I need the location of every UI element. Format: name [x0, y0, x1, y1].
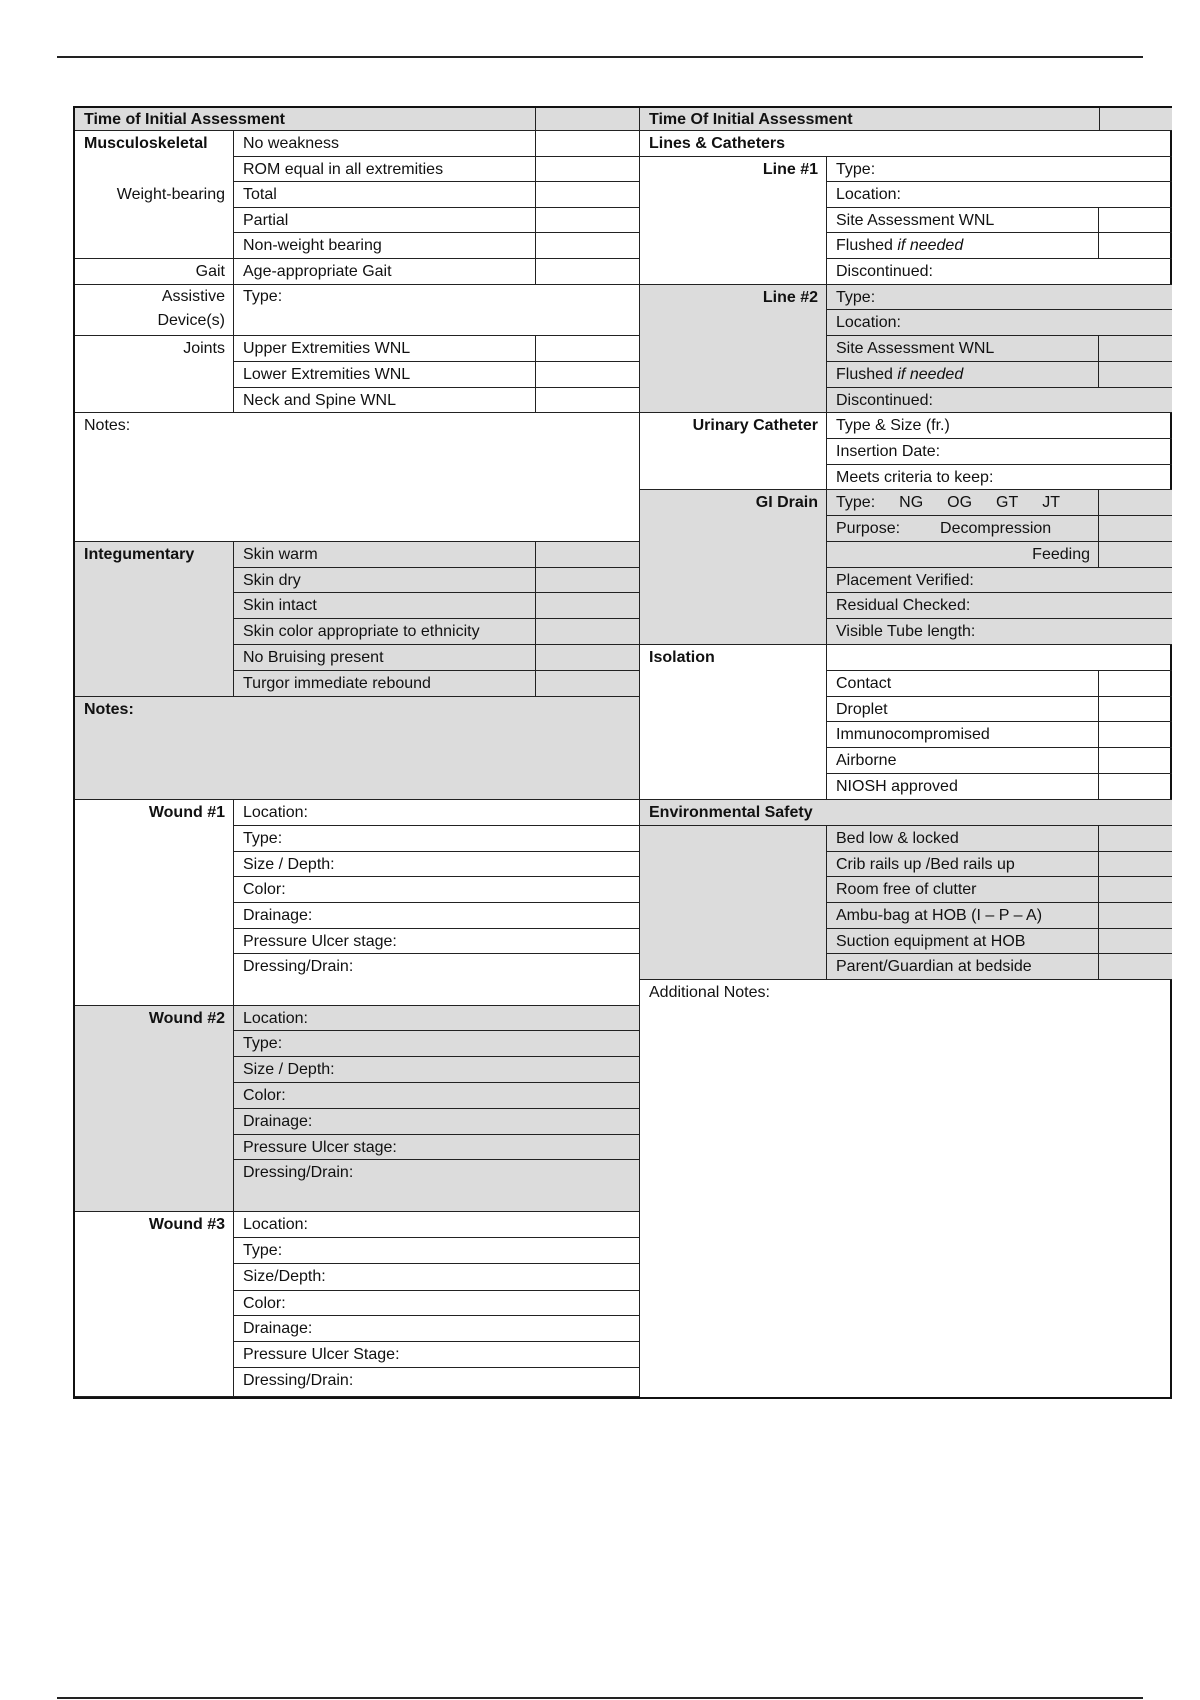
- weight-bearing-item: Partial: [233, 208, 536, 233]
- isolation-box[interactable]: [1099, 748, 1172, 774]
- wound1-field[interactable]: Location:: [233, 800, 640, 826]
- gi-type-option[interactable]: OG: [947, 494, 973, 511]
- wound3-field[interactable]: Color:: [233, 1291, 640, 1316]
- wound1-field[interactable]: Dressing/Drain:: [233, 954, 640, 1006]
- wound3-field[interactable]: Dressing/Drain:: [233, 1368, 640, 1397]
- wound1-field[interactable]: Drainage:: [233, 903, 640, 929]
- environment-box[interactable]: [1099, 852, 1172, 877]
- gi-type-box[interactable]: [1099, 490, 1172, 516]
- joints-item-box[interactable]: [536, 388, 640, 413]
- line2-field[interactable]: Discontinued:: [826, 388, 1172, 413]
- gi-field[interactable]: Visible Tube length:: [826, 619, 1172, 645]
- flushed-label: Flushed: [836, 237, 893, 254]
- weight-bearing-item-box[interactable]: [536, 208, 640, 233]
- wound2-field[interactable]: Color:: [233, 1083, 640, 1109]
- gi-field[interactable]: Placement Verified:: [826, 568, 1172, 593]
- integumentary-item: Skin dry: [233, 568, 536, 593]
- line1-field[interactable]: Discontinued:: [826, 259, 1172, 285]
- urinary-catheter-label: Urinary Catheter: [640, 413, 826, 490]
- left-header-box[interactable]: [536, 108, 640, 131]
- environment-box[interactable]: [1099, 929, 1172, 954]
- line1-label: Line #1: [640, 157, 826, 285]
- notes-field[interactable]: Notes:: [75, 413, 640, 542]
- musculoskeletal-item-box[interactable]: [536, 157, 640, 182]
- environment-box[interactable]: [1099, 903, 1172, 929]
- gi-purpose-box[interactable]: [1099, 516, 1172, 542]
- integumentary-item-box[interactable]: [536, 645, 640, 671]
- integumentary-item-box[interactable]: [536, 593, 640, 619]
- line1-field[interactable]: [826, 233, 1099, 259]
- gi-drain-label: GI Drain: [640, 490, 826, 645]
- wound2-field[interactable]: Drainage:: [233, 1109, 640, 1135]
- integumentary-item: Skin color appropriate to ethnicity: [233, 619, 536, 645]
- line2-field[interactable]: Site Assessment WNL: [826, 336, 1099, 362]
- integumentary-label: Integumentary: [75, 542, 233, 697]
- flushed-suffix: if needed: [897, 366, 964, 383]
- gi-purpose-feeding[interactable]: Feeding: [826, 542, 1099, 568]
- line2-box[interactable]: [1099, 362, 1172, 388]
- weight-bearing-item: Non-weight bearing: [233, 233, 536, 259]
- bottom-rule: [57, 1697, 1143, 1699]
- joints-item: Lower Extremities WNL: [233, 362, 536, 388]
- gait-label: Gait: [75, 259, 233, 285]
- gait-item-box[interactable]: [536, 259, 640, 285]
- flushed-suffix: if needed: [897, 237, 964, 254]
- wound3-field[interactable]: Location:: [233, 1212, 640, 1238]
- urinary-field[interactable]: Type & Size (fr.): [826, 413, 1172, 439]
- line2-field[interactable]: [826, 362, 1099, 388]
- left-header: Time of Initial Assessment: [75, 108, 536, 131]
- environment-item: Suction equipment at HOB: [826, 929, 1099, 954]
- gi-type-option[interactable]: JT: [1042, 494, 1061, 511]
- line2-field[interactable]: Location:: [826, 310, 1172, 336]
- wound3-field[interactable]: Size/Depth:: [233, 1264, 640, 1291]
- line2-label: Line #2: [640, 285, 826, 413]
- joints-item-box[interactable]: [536, 336, 640, 362]
- assistive-devices-label: [75, 285, 233, 336]
- wound2-field[interactable]: Size / Depth:: [233, 1057, 640, 1083]
- wound3-field[interactable]: Drainage:: [233, 1316, 640, 1342]
- wound3-field[interactable]: Pressure Ulcer Stage:: [233, 1342, 640, 1368]
- weight-bearing-item: Total: [233, 182, 536, 208]
- joints-item-box[interactable]: [536, 362, 640, 388]
- wound2-label: Wound #2: [75, 1006, 233, 1212]
- wound2-field[interactable]: Dressing/Drain:: [233, 1160, 640, 1212]
- wound3-field[interactable]: Type:: [233, 1238, 640, 1264]
- assessment-form: [73, 106, 1172, 1399]
- isolation-box[interactable]: [1099, 722, 1172, 748]
- isolation-box[interactable]: [1099, 774, 1172, 800]
- integumentary-item-box[interactable]: [536, 542, 640, 568]
- isolation-item: Contact: [826, 671, 1099, 697]
- isolation-item: NIOSH approved: [826, 774, 1099, 800]
- environment-item: Room free of clutter: [826, 877, 1099, 903]
- gait-item: Age-appropriate Gait: [233, 259, 536, 285]
- musculoskeletal-item: ROM equal in all extremities: [233, 157, 536, 182]
- integumentary-notes-field[interactable]: Notes:: [75, 697, 640, 800]
- line1-box[interactable]: [1099, 233, 1172, 259]
- lines-catheters-header: Lines & Catheters: [640, 131, 1172, 157]
- gi-type-option[interactable]: GT: [996, 494, 1019, 511]
- isolation-item: Immunocompromised: [826, 722, 1099, 748]
- wound1-label: Wound #1: [75, 800, 233, 1006]
- integumentary-item: Skin intact: [233, 593, 536, 619]
- isolation-label: Isolation: [640, 645, 826, 800]
- joints-label: Joints: [75, 336, 233, 413]
- integumentary-item-box[interactable]: [536, 619, 640, 645]
- gi-field[interactable]: Residual Checked:: [826, 593, 1172, 619]
- wound2-field[interactable]: Type:: [233, 1031, 640, 1057]
- line1-field[interactable]: Site Assessment WNL: [826, 208, 1099, 233]
- environment-box[interactable]: [1099, 954, 1172, 980]
- line2-box[interactable]: [1099, 336, 1172, 362]
- integumentary-item: Turgor immediate rebound: [233, 671, 536, 697]
- line1-box[interactable]: [1099, 208, 1172, 233]
- environment-item: Crib rails up /Bed rails up: [826, 852, 1099, 877]
- gi-feeding-box[interactable]: [1099, 542, 1172, 568]
- environment-box[interactable]: [1099, 877, 1172, 903]
- weight-bearing-label: Weight-bearing: [75, 182, 233, 259]
- line2-field[interactable]: Type:: [826, 285, 1172, 310]
- flushed-label: Flushed: [836, 366, 893, 383]
- musculoskeletal-item-box[interactable]: [536, 131, 640, 157]
- gi-type-row[interactable]: [826, 490, 1099, 516]
- isolation-item: Airborne: [826, 748, 1099, 774]
- gi-purpose-decompression[interactable]: Decompression: [940, 520, 1052, 537]
- environment-item: Parent/Guardian at bedside: [826, 954, 1099, 980]
- weight-bearing-item-box[interactable]: [536, 182, 640, 208]
- line1-field[interactable]: Location:: [826, 182, 1172, 208]
- wound1-field[interactable]: Type:: [233, 826, 640, 852]
- weight-bearing-item-box[interactable]: [536, 233, 640, 259]
- isolation-box[interactable]: [1099, 671, 1172, 697]
- integumentary-item-box[interactable]: [536, 671, 640, 697]
- wound1-field[interactable]: Size / Depth:: [233, 852, 640, 877]
- assistive-label-line2: Device(s): [157, 312, 225, 329]
- isolation-item: Droplet: [826, 697, 1099, 722]
- urinary-field[interactable]: Insertion Date:: [826, 439, 1172, 465]
- right-header-box[interactable]: [1099, 108, 1172, 131]
- integumentary-item: Skin warm: [233, 542, 536, 568]
- assistive-label-line1: Assistive: [161, 288, 225, 305]
- environment-box[interactable]: [1099, 826, 1172, 852]
- musculoskeletal-item: No weakness: [233, 131, 536, 157]
- environmental-safety-header: Environmental Safety: [640, 800, 1172, 826]
- right-header: Time Of Initial Assessment: [640, 108, 1099, 131]
- wound1-field[interactable]: Pressure Ulcer stage:: [233, 929, 640, 954]
- musculoskeletal-label: Musculoskeletal: [75, 131, 233, 259]
- environment-item: Bed low & locked: [826, 826, 1099, 852]
- line1-field[interactable]: Type:: [826, 157, 1172, 182]
- gi-purpose-label: Purpose:: [836, 520, 901, 537]
- wound2-field[interactable]: Pressure Ulcer stage:: [233, 1135, 640, 1160]
- integumentary-item-box[interactable]: [536, 568, 640, 593]
- isolation-box[interactable]: [1099, 697, 1172, 722]
- urinary-field[interactable]: Meets criteria to keep:: [826, 465, 1172, 490]
- joints-item: Neck and Spine WNL: [233, 388, 536, 413]
- assistive-type-field[interactable]: Type:: [233, 285, 640, 336]
- additional-notes-field[interactable]: Additional Notes:: [649, 984, 770, 1001]
- gi-type-option[interactable]: NG: [899, 494, 924, 511]
- gi-purpose-row[interactable]: [826, 516, 1099, 542]
- wound2-field[interactable]: Location:: [233, 1006, 640, 1031]
- isolation-blank[interactable]: [826, 645, 1172, 671]
- environment-item: Ambu-bag at HOB (I – P – A): [826, 903, 1099, 929]
- joints-item: Upper Extremities WNL: [233, 336, 536, 362]
- integumentary-item: No Bruising present: [233, 645, 536, 671]
- wound1-field[interactable]: Color:: [233, 877, 640, 903]
- wound3-label: Wound #3: [75, 1212, 233, 1397]
- environmental-safety-spacer: [640, 826, 826, 980]
- top-rule: [57, 56, 1143, 58]
- gi-type-label: Type:: [836, 494, 876, 511]
